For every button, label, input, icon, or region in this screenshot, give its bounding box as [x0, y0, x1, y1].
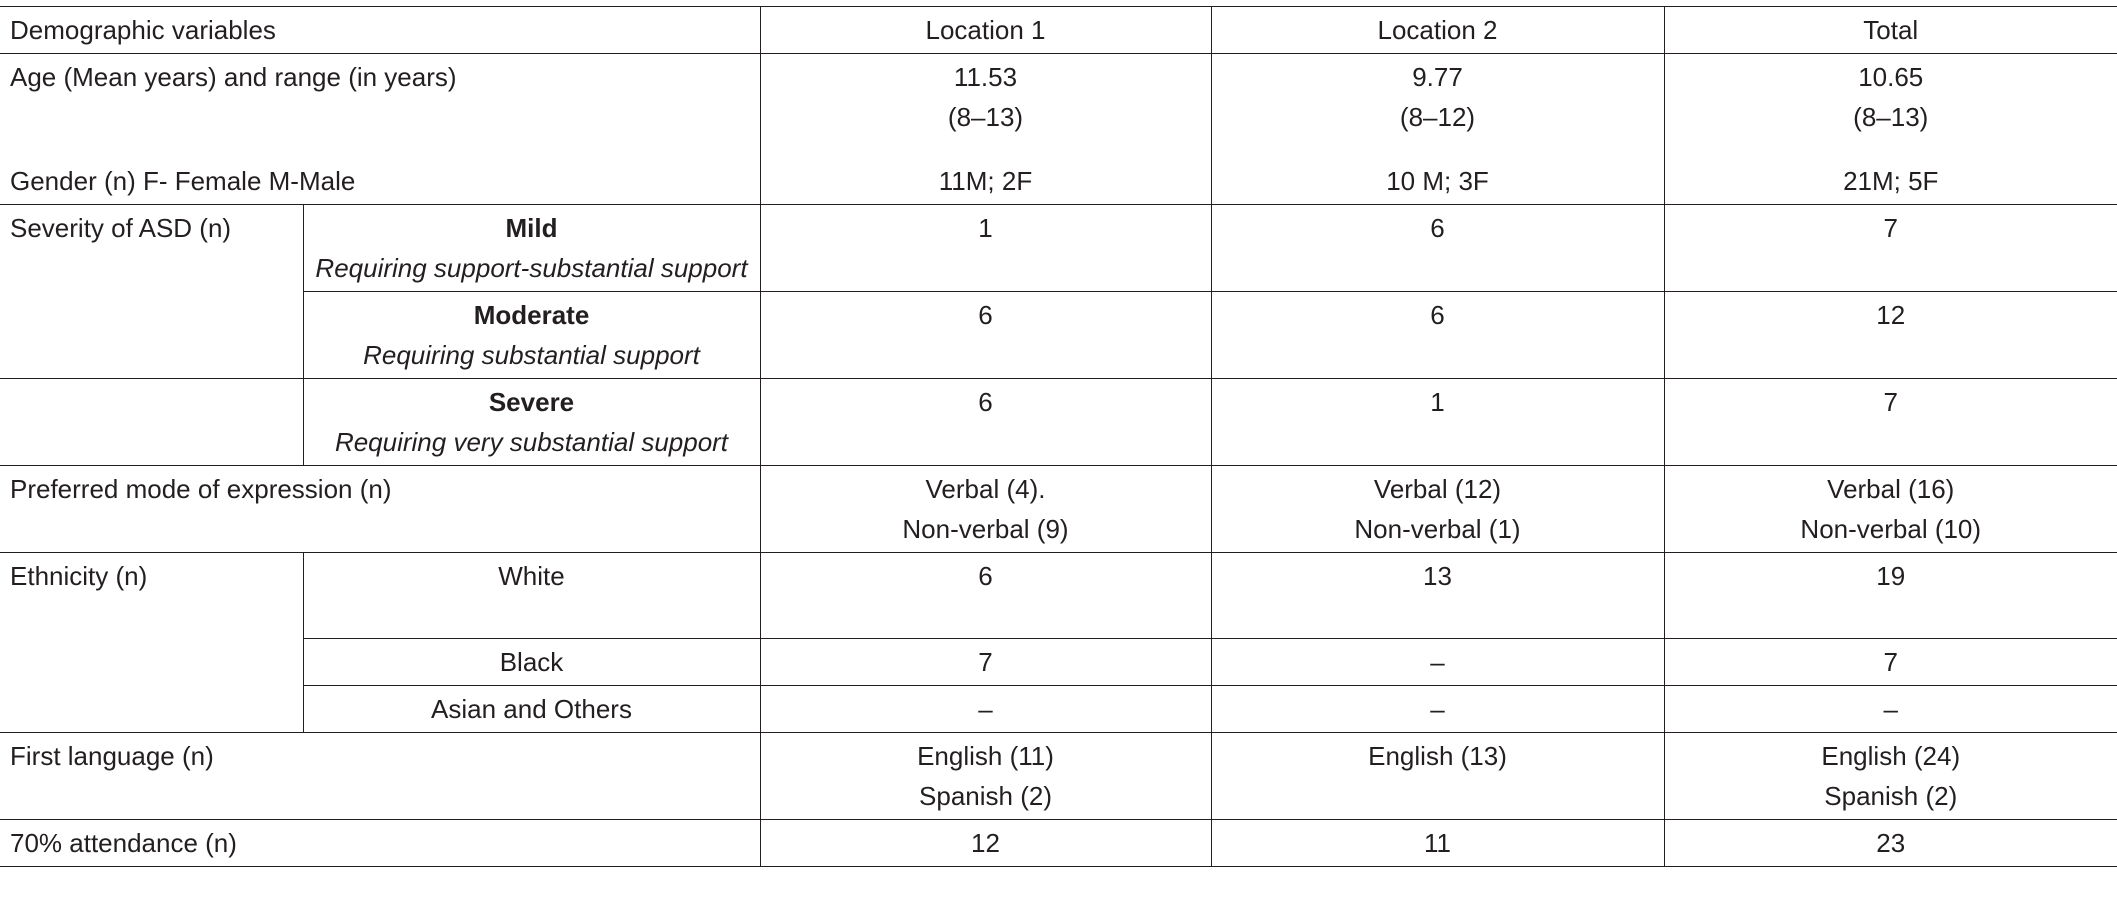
attendance-loc1: 12 [760, 819, 1211, 866]
header-location-1: Location 1 [760, 7, 1211, 54]
expression-total [1664, 465, 2117, 552]
demographics-table [0, 6, 2117, 867]
ethnicity-white-total: 19 [1664, 552, 2117, 638]
age-loc1-mean: 11.53 [953, 62, 1018, 92]
severity-moderate-loc1: 6 [760, 291, 1211, 378]
ethnicity-black-loc2: – [1211, 638, 1664, 685]
ethnicity-label: Ethnicity (n) [0, 552, 303, 732]
expression-loc2-verbal: Verbal (12) [1373, 473, 1502, 504]
severity-label: Severity of ASD (n) [0, 204, 303, 378]
age-label: Age (Mean years) and range (in years) [0, 54, 760, 158]
gender-row [0, 158, 2117, 205]
language-label: First language (n) [0, 732, 760, 819]
gender-loc1: 11M; 2F [760, 158, 1211, 205]
ethnicity-asian-row [0, 685, 2117, 732]
language-loc2 [1211, 732, 1664, 819]
expression-total-nonverbal: Non-verbal (10) [1800, 513, 1982, 544]
age-loc1 [760, 54, 1211, 158]
ethnicity-white-loc2: 13 [1211, 552, 1664, 638]
severity-mild-desc: Requiring support-substantial support [315, 252, 748, 283]
attendance-total: 23 [1664, 819, 2117, 866]
age-total [1664, 54, 2117, 158]
expression-loc2 [1211, 465, 1664, 552]
expression-loc2-nonverbal: Non-verbal (1) [1354, 513, 1521, 544]
expression-label: Preferred mode of expression (n) [0, 465, 760, 552]
ethnicity-white: White [303, 552, 760, 638]
severity-mild-row [0, 204, 2117, 291]
severity-mild [303, 204, 760, 291]
severity-mild-title: Mild [505, 212, 558, 243]
severity-moderate-title: Moderate [473, 299, 590, 330]
severity-mild-loc2: 6 [1211, 204, 1664, 291]
age-loc1-range: (8–13) [947, 102, 1024, 132]
header-total: Total [1664, 7, 2117, 54]
severity-severe-blank [0, 378, 303, 465]
severity-mild-loc1: 1 [760, 204, 1211, 291]
header-demographic: Demographic variables [0, 7, 760, 54]
age-total-range: (8–13) [1853, 102, 1929, 132]
ethnicity-asian: Asian and Others [303, 685, 760, 732]
age-loc2-range: (8–12) [1399, 102, 1476, 132]
severity-severe-loc2: 1 [1211, 378, 1664, 465]
severity-moderate-row [0, 291, 2117, 378]
age-loc2 [1211, 54, 1664, 158]
ethnicity-white-loc1: 6 [760, 552, 1211, 638]
ethnicity-black: Black [303, 638, 760, 685]
language-total-spanish: Spanish (2) [1824, 780, 1958, 811]
header-location-2: Location 2 [1211, 7, 1664, 54]
severity-moderate-loc2: 6 [1211, 291, 1664, 378]
expression-loc1-verbal: Verbal (4). [925, 473, 1046, 504]
age-loc2-mean: 9.77 [1412, 62, 1463, 92]
ethnicity-asian-loc2: – [1211, 685, 1664, 732]
expression-row [0, 465, 2117, 552]
language-loc1-english: English (11) [917, 740, 1054, 771]
language-loc1 [760, 732, 1211, 819]
gender-loc2: 10 M; 3F [1211, 158, 1664, 205]
language-row [0, 732, 2117, 819]
severity-moderate-total: 12 [1664, 291, 2117, 378]
severity-severe-desc: Requiring very substantial support [334, 426, 729, 457]
ethnicity-black-row [0, 638, 2117, 685]
ethnicity-black-total: 7 [1664, 638, 2117, 685]
ethnicity-white-row [0, 552, 2117, 638]
age-total-mean: 10.65 [1858, 62, 1924, 92]
language-total-english: English (24) [1821, 740, 1961, 771]
attendance-label: 70% attendance (n) [0, 819, 760, 866]
attendance-row [0, 819, 2117, 866]
attendance-loc2: 11 [1211, 819, 1664, 866]
expression-loc1 [760, 465, 1211, 552]
ethnicity-asian-loc1: – [760, 685, 1211, 732]
age-row [0, 54, 2117, 158]
severity-mild-total: 7 [1664, 204, 2117, 291]
language-total [1664, 732, 2117, 819]
severity-moderate-desc: Requiring substantial support [363, 339, 700, 370]
language-loc2-english: English (13) [1368, 740, 1507, 771]
gender-total: 21M; 5F [1843, 165, 1939, 196]
severity-severe [303, 378, 760, 465]
severity-severe-title: Severe [488, 386, 575, 417]
severity-severe-row [0, 378, 2117, 465]
expression-loc1-nonverbal: Non-verbal (9) [902, 513, 1069, 544]
severity-severe-total: 7 [1664, 378, 2117, 465]
language-loc1-spanish: Spanish (2) [919, 780, 1052, 811]
header-row [0, 7, 2117, 54]
expression-total-verbal: Verbal (16) [1827, 473, 1955, 504]
severity-moderate [303, 291, 760, 378]
gender-label: Gender (n) F- Female M-Male [0, 158, 760, 205]
severity-severe-loc1: 6 [760, 378, 1211, 465]
ethnicity-asian-total: – [1664, 685, 2117, 732]
ethnicity-black-loc1: 7 [760, 638, 1211, 685]
